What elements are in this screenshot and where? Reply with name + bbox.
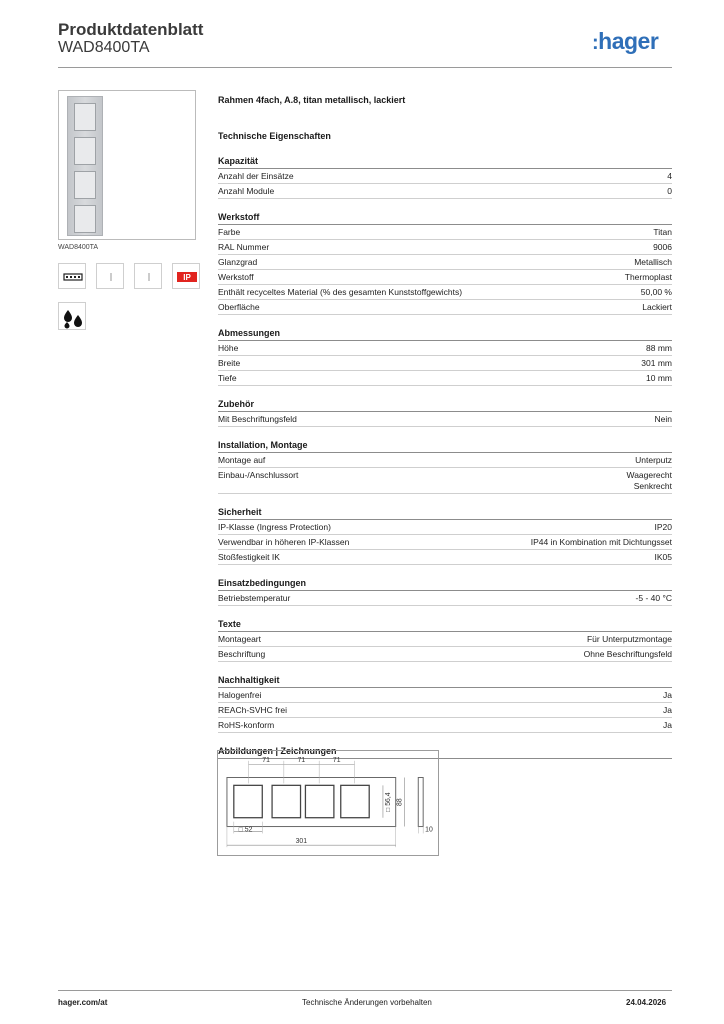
dim-pitch-2: 71 xyxy=(297,756,306,764)
spec-value xyxy=(625,272,672,283)
ip-rating-icon xyxy=(172,263,200,289)
spec-value xyxy=(653,227,672,238)
footer-disclaimer: Technische Änderungen vorbehalten xyxy=(302,998,432,1007)
spec-sections xyxy=(218,155,672,759)
spec-label: Farbe xyxy=(218,227,241,237)
spec-row xyxy=(218,703,672,718)
spec-label: Oberfläche xyxy=(218,302,260,312)
spec-row xyxy=(218,169,672,184)
spec-row xyxy=(218,535,672,550)
dim-inner-height: □ 56,4 xyxy=(384,792,392,812)
spec-label: IP-Klasse (Ingress Protection) xyxy=(218,522,331,532)
spec-value xyxy=(635,455,672,466)
spec-section xyxy=(218,155,672,199)
spec-label: Anzahl der Einsätze xyxy=(218,171,294,181)
article-number: WAD8400TA xyxy=(58,39,150,56)
spec-row xyxy=(218,184,672,199)
spec-row xyxy=(218,300,672,315)
spec-row xyxy=(218,225,672,240)
spec-row xyxy=(218,718,672,733)
spec-value xyxy=(641,287,672,298)
spec-row xyxy=(218,550,672,565)
spec-value xyxy=(667,171,672,182)
spec-value-line: Metallisch xyxy=(634,257,672,267)
product-description: Rahmen 4fach, A.8, titan metallisch, lackiert xyxy=(218,95,406,105)
spec-value xyxy=(667,186,672,197)
spec-section xyxy=(218,577,672,606)
spec-row xyxy=(218,356,672,371)
spec-row xyxy=(218,520,672,535)
spec-row xyxy=(218,632,672,647)
section-title: Einsatzbedingungen xyxy=(218,577,672,591)
frame-slot xyxy=(74,103,96,131)
spec-value-line: Ja xyxy=(663,720,672,730)
spec-label: Montage auf xyxy=(218,455,266,465)
spec-value xyxy=(646,373,672,384)
spec-value xyxy=(531,537,672,548)
spec-section xyxy=(218,439,672,494)
section-title: Texte xyxy=(218,618,672,632)
spec-row xyxy=(218,285,672,300)
hager-logo: :hager xyxy=(592,28,659,54)
spec-value xyxy=(634,257,672,268)
spec-value-line: Nein xyxy=(654,414,672,424)
spec-value-line: 4 xyxy=(667,171,672,181)
spec-value-line: Senkrecht xyxy=(633,481,672,491)
spec-section xyxy=(218,327,672,386)
svg-text:IP: IP xyxy=(183,273,191,282)
frame-illustration xyxy=(67,96,103,236)
spec-label: RoHS-konform xyxy=(218,720,275,730)
spec-row xyxy=(218,412,672,427)
spec-value xyxy=(655,522,673,533)
dim-height: 88 xyxy=(396,798,404,806)
spec-value xyxy=(653,242,672,253)
dimension-drawing xyxy=(217,750,439,856)
spec-label: Werkstoff xyxy=(218,272,254,282)
drawing-opening xyxy=(305,785,333,817)
frame-slot xyxy=(74,171,96,199)
side-profile xyxy=(418,777,423,826)
frame-slot xyxy=(74,205,96,233)
spec-value-line: Waagerecht xyxy=(626,470,672,480)
spec-value-line: Für Unterputzmontage xyxy=(586,634,672,644)
footer-date: 24.04.2026 xyxy=(626,998,667,1007)
drawing-opening xyxy=(234,785,262,817)
spec-value xyxy=(663,690,672,701)
spec-label: Beschriftung xyxy=(218,649,266,659)
spec-row xyxy=(218,647,672,662)
spec-value xyxy=(642,302,672,313)
spec-value-line: Lackiert xyxy=(642,302,672,312)
spec-label: REACh-SVHC frei xyxy=(218,705,287,715)
spec-value-line: 10 mm xyxy=(646,373,672,383)
spec-value-line: 301 mm xyxy=(641,358,672,368)
frame-slot xyxy=(74,137,96,165)
spec-section xyxy=(218,211,672,315)
spec-row xyxy=(218,453,672,468)
spec-value-line: 50,00 % xyxy=(640,287,672,297)
thin-frame-icon xyxy=(134,263,162,289)
dim-pitch-3: 71 xyxy=(332,756,341,764)
product-image xyxy=(58,90,196,240)
spec-label: Tiefe xyxy=(218,373,237,383)
spec-value xyxy=(655,414,672,425)
spec-value xyxy=(626,470,672,492)
spec-value-line: 88 mm xyxy=(646,343,672,353)
section-title: Sicherheit xyxy=(218,506,672,520)
tech-properties-heading: Technische Eigenschaften xyxy=(218,131,331,141)
header-divider xyxy=(58,67,672,68)
spec-row xyxy=(218,341,672,356)
spec-section xyxy=(218,674,672,733)
spec-value-line: -5 - 40 °C xyxy=(635,593,672,603)
spec-row xyxy=(218,240,672,255)
spec-value xyxy=(636,593,672,604)
spec-value-line: IP44 in Kombination mit Dichtungsset xyxy=(530,537,672,547)
spec-label: Betriebstemperatur xyxy=(218,593,291,603)
spec-value xyxy=(655,552,673,563)
spec-value xyxy=(663,720,672,731)
spec-label: Einbau-/Anschlussort xyxy=(218,470,299,480)
spec-label: Anzahl Module xyxy=(218,186,275,196)
spec-row xyxy=(218,371,672,386)
spec-section xyxy=(218,618,672,662)
section-title: Nachhaltigkeit xyxy=(218,674,672,688)
spec-value xyxy=(587,634,672,645)
spec-row xyxy=(218,255,672,270)
dim-depth: 10 xyxy=(425,826,433,834)
spec-label: Montageart xyxy=(218,634,261,644)
spec-value-line: Ja xyxy=(663,690,672,700)
thin-frame-icon xyxy=(96,263,124,289)
water-drops-icon xyxy=(58,302,86,330)
spec-section xyxy=(218,398,672,427)
spec-value-line: Thermoplast xyxy=(624,272,672,282)
sockets-strip-icon xyxy=(58,263,86,289)
section-title: Zubehör xyxy=(218,398,672,412)
spec-row xyxy=(218,688,672,703)
spec-content xyxy=(218,93,672,759)
spec-value-line: 9006 xyxy=(653,242,672,252)
section-title: Kapazität xyxy=(218,155,672,169)
spec-value-line: Titan xyxy=(653,227,672,237)
section-title: Abbildungen | Zeichnungen xyxy=(218,745,672,759)
section-title: Werkstoff xyxy=(218,211,672,225)
header-title: Produktdatenblatt xyxy=(58,20,204,39)
spec-section xyxy=(218,506,672,565)
spec-value-line: Ja xyxy=(663,705,672,715)
spec-value xyxy=(641,358,672,369)
spec-label: Stoßfestigkeit IK xyxy=(218,552,280,562)
spec-value-line: 0 xyxy=(667,186,672,196)
dim-pitch-1: 71 xyxy=(262,756,270,764)
footer-divider xyxy=(58,990,672,991)
spec-value-line: IP20 xyxy=(654,522,672,532)
dim-inner-width: □ 52 xyxy=(238,826,253,834)
spec-value-line: IK05 xyxy=(654,552,672,562)
spec-value xyxy=(646,343,672,354)
drawing-opening xyxy=(272,785,300,817)
footer-website[interactable]: hager.com/at xyxy=(58,998,108,1007)
spec-value xyxy=(663,705,672,716)
spec-row xyxy=(218,468,672,494)
section-title: Abmessungen xyxy=(218,327,672,341)
image-caption: WAD8400TA xyxy=(58,244,99,251)
spec-value-line: Unterputz xyxy=(635,455,672,465)
spec-value-line: Ohne Beschriftungsfeld xyxy=(583,649,672,659)
spec-row xyxy=(218,591,672,606)
drawing-opening xyxy=(341,785,369,817)
spec-label: Höhe xyxy=(218,343,239,353)
spec-label: Enthält recyceltes Material (% des gesamten Kunststoffgewichts) xyxy=(218,287,463,297)
section-title: Installation, Montage xyxy=(218,439,672,453)
spec-label: Verwendbar in höheren IP-Klassen xyxy=(218,537,350,547)
spec-label: Glanzgrad xyxy=(218,257,258,267)
spec-label: Halogenfrei xyxy=(218,690,262,700)
spec-row xyxy=(218,270,672,285)
spec-value xyxy=(584,649,672,660)
spec-label: Mit Beschriftungsfeld xyxy=(218,414,297,424)
spec-label: RAL Nummer xyxy=(218,242,270,252)
dim-width: 301 xyxy=(295,838,308,846)
logo-text: hager xyxy=(598,28,659,54)
spec-label: Breite xyxy=(218,358,241,368)
